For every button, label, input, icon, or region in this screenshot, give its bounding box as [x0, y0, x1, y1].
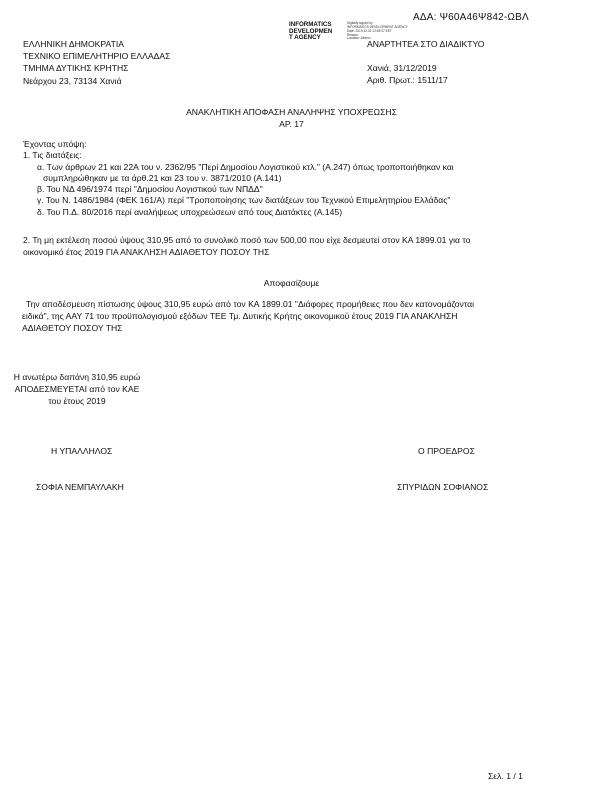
release-line: του έτους 2019	[48, 396, 106, 406]
signature-stamp-org	[289, 22, 332, 42]
item-2-line: οικονομικό έτος 2019 ΓΙΑ ΑΝΑΚΛΗΣΗ ΑΔΙΑΘΕΤΟΥ ΠΟΣΟΥ ΤΗΣ	[23, 247, 270, 257]
considering-item-1: 1. Τις διατάξεις:	[23, 150, 82, 161]
ada-number: ΑΔΑ: Ψ60Α46Ψ842-ΩΒΛ	[413, 12, 529, 23]
title-line: ΑΝΑΚΛΗΤΙΚΗ ΑΠΟΦΑΣΗ ΑΝΑΛΗΨΗΣ ΥΠΟΧΡΕΩΣΗΣ	[186, 107, 397, 117]
sub-item-a: α. Των άρθρων 21 και 22Α του ν. 2362/95 "Περί Δημοσίου Λογιστικού κτλ." (Α.247) όπως τροποποιήθηκαν και	[37, 161, 454, 172]
considering-intro: Έχοντας υπόψη:	[23, 139, 87, 149]
protocol-number: Αριθ. Πρωτ.: 1511/17	[367, 75, 448, 86]
cert-line: INFORMATICS DEVELOPMENT AGENCY	[347, 24, 408, 29]
publish-notice: ΑΝΑΡΤΗΤΕΑ ΣΤΟ ΔΙΑΔΙΚΤΥΟ	[367, 39, 485, 49]
cert-line: Location: Athens	[347, 36, 371, 41]
release-note	[2, 371, 152, 407]
stamp-line: DEVELOPMEN	[289, 27, 333, 35]
signatory-right-role: Ο ΠΡΟΕΔΡΟΣ	[418, 446, 475, 456]
decision-line: Την αποδέσμευση πίστωσης ύψους 310,95 ευρώ από τον ΚΑ 1899.01 "Διάφορες προμήθειες που δεν κατονομάζονται	[26, 299, 475, 309]
signatory-left-role: Η ΥΠΑΛΛΗΛΟΣ	[51, 446, 113, 456]
decision-text	[22, 298, 474, 334]
title-number: ΑΡ. 17	[279, 119, 304, 129]
issuer-block	[23, 38, 170, 87]
issuer-line: ΕΛΛΗΝΙΚΗ ΔΗΜΟΚΡΑΤΙΑ	[23, 39, 124, 49]
stamp-line: T AGENCY	[289, 34, 321, 41]
page-number: Σελ. 1 / 1	[488, 771, 523, 781]
release-line: Η ανωτέρω δαπάνη 310,95 ευρώ	[13, 372, 141, 382]
decision-line: ΑΔΙΑΘΕΤΟΥ ΠΟΣΟΥ ΤΗΣ	[22, 323, 123, 333]
issuer-line: ΤΕΧΝΙΚΟ ΕΠΙΜΕΛΗΤΗΡΙΟ ΕΛΛΑΔΑΣ	[23, 51, 171, 62]
date-protocol-block	[367, 62, 448, 86]
sub-item-c: γ. Του Ν. 1486/1984 (ΦΕΚ 161/Α) περί "Τροποποίησης των διατάξεων του Τεχνικού Επιμελητηρίου Ελλάδας"	[37, 195, 451, 206]
sub-item-b: β. Του ΝΔ 496/1974 περί "Δημοσίου Λογιστικού των ΝΠΔΔ"	[37, 184, 263, 195]
place-date: Χανιά, 31/12/2019	[367, 63, 437, 73]
decision-line: ειδικά", της ΑΑΥ 71 του προϋπολογισμού εξόδων ΤΕΕ Τμ. Δυτικής Κρήτης οικονομικού έτους 2019 ΓΙΑ ΑΝΑΚΛΗΣΗ	[22, 311, 458, 321]
release-line: ΑΠΟΔΕΣΜΕΥΕΤΑΙ από τον ΚΑΕ	[14, 384, 140, 394]
considering-item-2	[23, 234, 470, 258]
cert-line: Digitally signed by	[347, 21, 373, 25]
stamp-line: INFORMATICS	[289, 21, 332, 28]
cert-line: Reason:	[347, 32, 359, 37]
sub-item-d: δ. Του Π.Δ. 80/2016 περί αναλήψεως υποχρεώσεων από τους Διατάκτες (Α.145)	[37, 206, 343, 217]
issuer-line: Νεάρχου 23, 73134 Χανιά	[23, 75, 122, 86]
document-title	[0, 106, 583, 130]
decision-heading: Αποφασίζουμε	[263, 278, 320, 288]
item-2-line: 2. Τη μη εκτέλεση ποσού ύψους 310,95 από το συνολικό ποσό των 500,00 που είχε δεσμευτεί στον ΚΑ 1899.01 για το	[23, 235, 471, 245]
signatory-left-name: ΣΟΦΙΑ ΝΕΜΠΑΥΛΑΚΗ	[36, 482, 124, 492]
considering-section	[23, 139, 454, 218]
issuer-line: ΤΜΗΜΑ ΔΥΤΙΚΗΣ ΚΡΗΤΗΣ	[23, 63, 129, 74]
sub-item-a-cont: συμπληρώθηκαν με τα άρθ.21 και 23 του ν. 3871/2010 (Α.141)	[43, 172, 282, 183]
cert-line: Date: 2019.12.31 12:49:07 EET	[347, 28, 392, 33]
signatory-right-name: ΣΠΥΡΙΔΩΝ ΣΟΦΙΑΝΟΣ	[397, 482, 489, 492]
